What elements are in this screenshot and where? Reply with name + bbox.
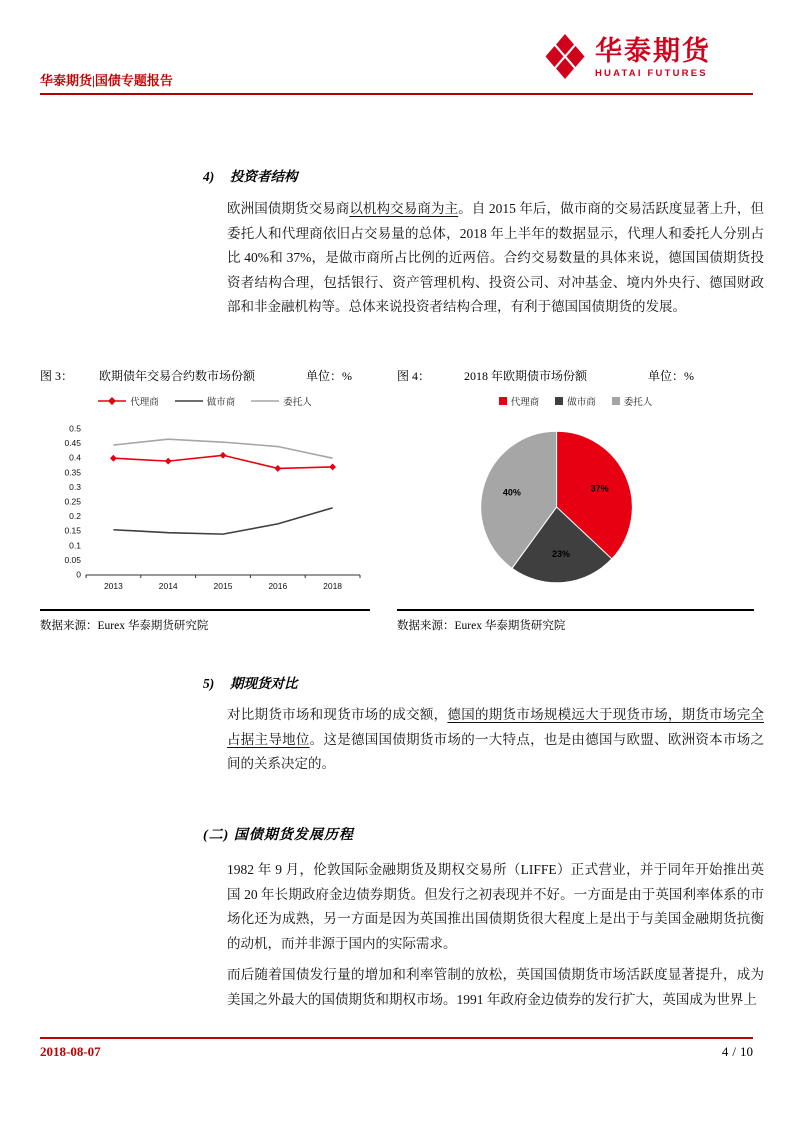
logo-subtitle: HUATAI FUTURES [595,67,708,79]
logo-text [595,36,711,79]
figure3-unit: 单位：% [306,369,352,383]
figure4-title: 2018 年欧期债市场份额 [464,369,588,383]
svg-text:2018: 2018 [323,581,343,591]
svg-text:37%: 37% [590,483,609,494]
section4-number: 4) [203,169,215,184]
legend-item [98,394,159,408]
svg-text:0.35: 0.35 [64,467,81,478]
legend-item [612,394,653,408]
legend-item [175,394,236,408]
figure3-bottom-rule [40,609,370,611]
section4-paragraph [227,197,764,320]
legend-item [251,394,312,408]
legend-label: 委托人 [283,397,312,408]
text-segment: 。自 2015 年后，做市商的交易活跃度显著上升，但委托人和代理商依旧占交易量的总体，2018 年上半年的数据显示，代理人和委托人分别占比 40%和 37%，是做市商所占比例的近两倍。合约交易数量的具体来说，德国国债期货投资者结构合理，包括银行、资产管理机构、投资公司、对冲基金、境内外央行、德国财政部和非金融机构等。总体来说投资者结构合理，有利于德国国债期货的发展。 [227,201,765,314]
legend-line-swatch-icon [251,396,279,406]
history-paragraph-2: 而后随着国债发行量的增加和利率管制的放松，英国国债期货市场活跃度显著提升，成为美国之外最大的国债期货和期权市场。1991 年政府金边债券的发行扩大，英国成为世界上 [227,967,764,1007]
underlined-text: 以机构交易商为主 [349,201,459,216]
footer-rule [40,1037,753,1039]
figure4-bottom-rule [397,609,754,611]
figure4-label: 图 4： [397,369,431,383]
legend-item [499,394,540,408]
figure3-title: 欧期债年交易合约数市场份额 [99,369,256,383]
svg-text:40%: 40% [502,487,521,498]
svg-text:0.15: 0.15 [64,525,81,536]
legend-line-swatch-icon [175,396,203,406]
svg-text:0.2: 0.2 [69,511,81,522]
legend-item [555,394,596,408]
svg-text:0.3: 0.3 [69,481,81,492]
svg-text:2015: 2015 [213,581,233,591]
svg-text:2014: 2014 [158,581,178,591]
page-separator: / [732,1044,736,1059]
svg-text:2016: 2016 [268,581,288,591]
text-segment: 。这是德国国债期货市场的一大特点，也是由德国与欧盟、欧洲资本市场之间的关系决定的。 [227,731,765,771]
section-two-heading: (二) 国债期货发展历程 [203,828,354,843]
header-rule [40,93,753,95]
company-logo [544,33,711,81]
page-total: 10 [740,1044,753,1059]
section5-paragraph [227,703,764,777]
legend-color-swatch-icon [612,397,620,405]
svg-text:0.45: 0.45 [64,438,81,449]
legend-label: 代理商 [130,397,159,408]
svg-text:23%: 23% [551,548,570,559]
svg-text:0.25: 0.25 [64,496,81,507]
text-segment: 对比期货市场和现货市场的成交额， [227,707,448,722]
figure-4 [397,367,754,633]
legend-line-swatch-icon [98,396,126,406]
legend-label: 委托人 [623,397,653,408]
legend-color-swatch-icon [555,397,563,405]
section5-title: 期现货对比 [230,676,298,691]
figure4-unit: 单位：% [648,369,694,383]
underlined-text: 德国的期货市场规模远大于现货市场，期货市场完全占据主导地位 [227,707,765,747]
section4-heading [203,165,298,185]
figure3-caption [40,367,370,391]
legend-label: 做市商 [567,397,596,408]
figure3-label: 图 3： [40,369,74,383]
history-paragraph-1: 1982 年 9 月，伦敦国际金融期货及期权交易所（LIFFE）正式营业，并于同年开始推出英国 20 年长期政府金边债券期货。但发行之初表现并不好。一方面是由于英国利率体系的市场化还为成熟，另一方面是因为英国推出国债期货很大程度上是出于与美国金融期货抗衡的动机，而并非源于国内的实际需求。 [227,862,764,951]
page-current: 4 [721,1044,729,1059]
figure-3 [40,367,370,633]
figure4-legend [397,391,754,411]
figure4-pie-chart [397,411,754,609]
figures-row [40,367,754,633]
svg-text:2013: 2013 [103,581,123,591]
logo-title: 华泰期货 [595,35,711,66]
figure4-caption [397,367,754,391]
breadcrumb: 华泰期货|国债专题报告 [40,73,173,88]
legend-label: 做市商 [206,397,236,408]
svg-text:0.05: 0.05 [64,554,81,565]
footer-date: 2018-08-07 [40,1044,101,1059]
section4-title: 投资者结构 [230,169,298,184]
huatai-diamond-icon [544,33,586,81]
svg-text:0.5: 0.5 [69,423,81,434]
figure3-legend [40,391,370,411]
legend-color-swatch-icon [499,397,507,405]
figure3-source: 数据来源：Eurex 华泰期货研究院 [40,620,209,632]
svg-text:0.1: 0.1 [69,540,81,551]
legend-label: 代理商 [510,397,540,408]
section5-number: 5) [203,676,215,691]
svg-text:0.4: 0.4 [69,452,81,463]
footer-page-number [718,1044,753,1060]
text-segment: 欧洲国债期货交易商 [227,201,350,216]
svg-text:0: 0 [76,569,81,580]
figure4-source: 数据来源：Eurex 华泰期货研究院 [397,620,566,632]
section5-heading [203,672,298,692]
figure3-line-chart [40,411,370,609]
